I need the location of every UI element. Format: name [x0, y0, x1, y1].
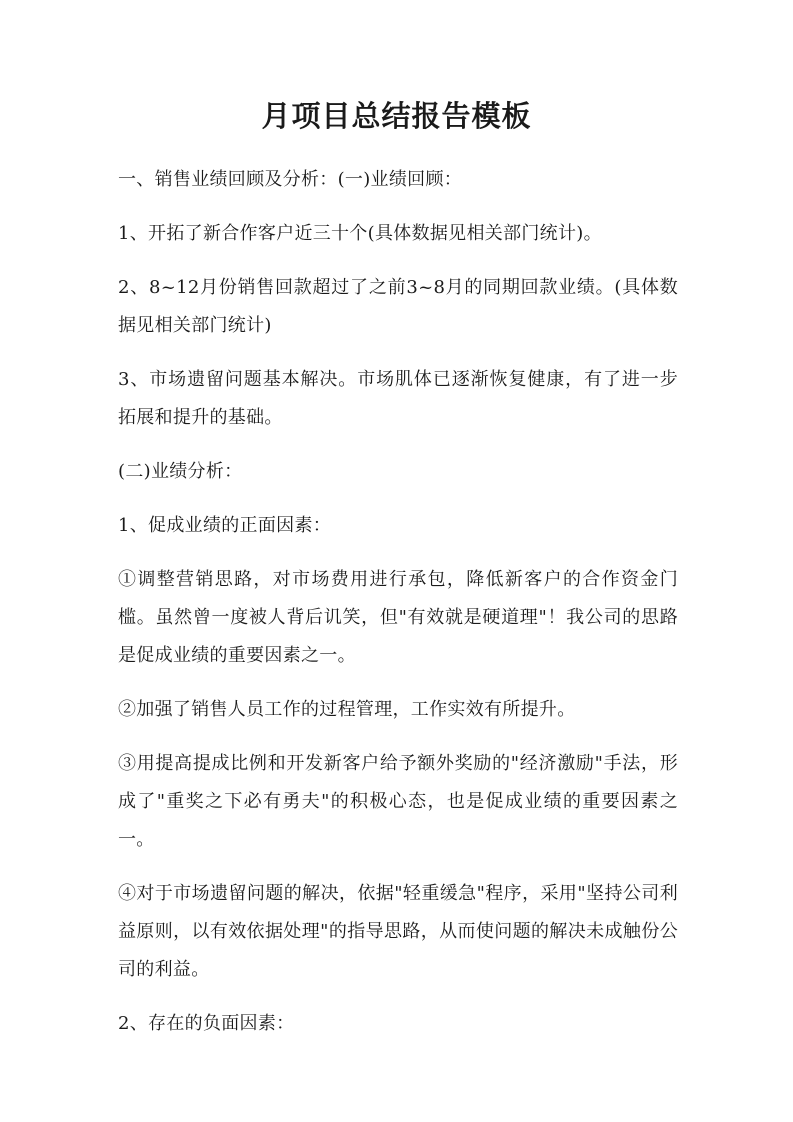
section-heading-analysis: (二)业绩分析： — [118, 461, 243, 482]
document-title: 月项目总结报告模板 — [261, 99, 532, 133]
review-item-1: 1、开拓了新合作客户近三十个(具体数据见相关部门统计)。 — [118, 223, 602, 244]
positive-factor-3: ③用提高提成比例和开发新客户给予额外奖励的"经济激励"手法，形成了"重奖之下必有勇夫"的积极心态，也是促成业绩的重要因素之一。 — [118, 753, 678, 850]
positive-factor-1: ①调整营销思路，对市场费用进行承包，降低新客户的合作资金门槛。虽然曾一度被人背后讥笑，但"有效就是硬道理"！我公司的思路是促成业绩的重要因素之一。 — [118, 569, 678, 666]
review-item-3: 3、市场遗留问题基本解决。市场肌体已逐渐恢复健康，有了进一步拓展和提升的基础。 — [118, 369, 678, 428]
document-body — [118, 161, 678, 1059]
section-heading-sales-review: 一、销售业绩回顾及分析：(一)业绩回顾： — [118, 169, 463, 190]
positive-factors-heading: 1、促成业绩的正面因素： — [118, 515, 332, 536]
negative-factors-heading: 2、存在的负面因素： — [118, 1013, 295, 1034]
positive-factor-2: ②加强了销售人员工作的过程管理，工作实效有所提升。 — [118, 699, 576, 720]
positive-factor-4: ④对于市场遗留问题的解决，依据"轻重缓急"程序，采用"坚持公司利益原则，以有效依据处理"的指导思路，从而使问题的解决未成触份公司的利益。 — [118, 883, 678, 980]
review-item-2: 2、8~12月份销售回款超过了之前3~8月的同期回款业绩。(具体数据见相关部门统计) — [118, 277, 678, 336]
